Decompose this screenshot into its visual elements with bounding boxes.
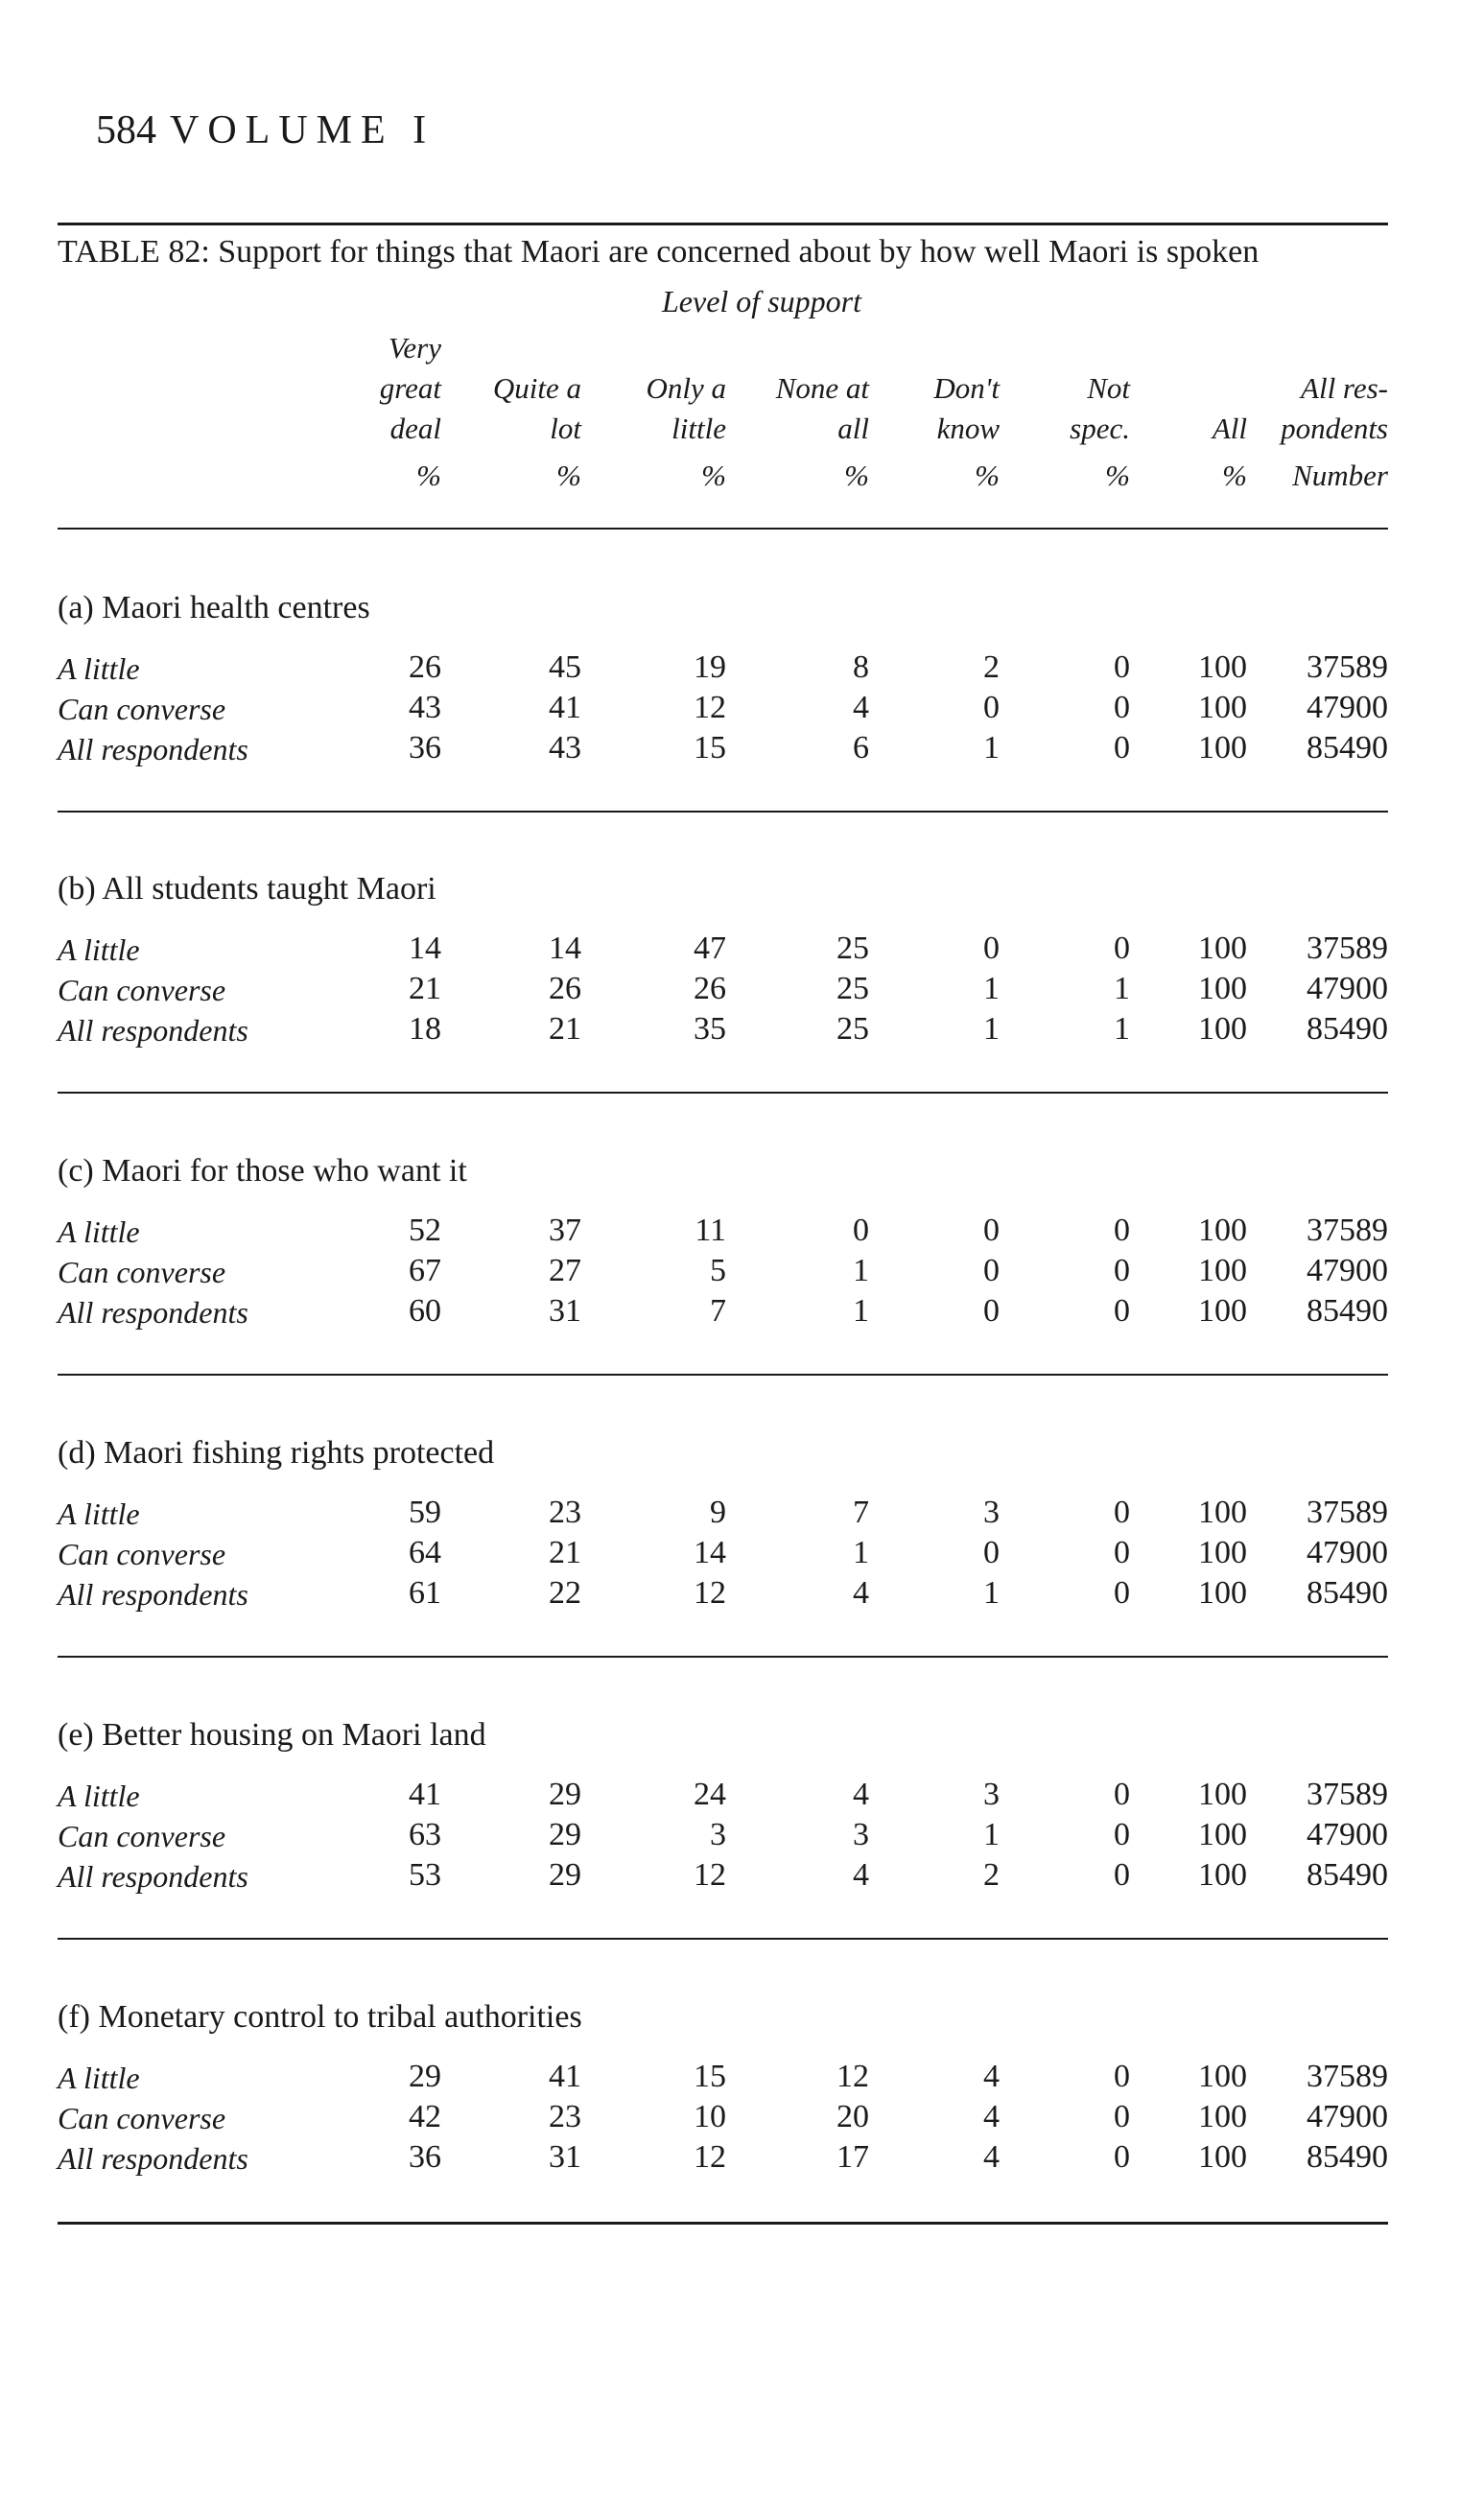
table-cell: 0 — [1114, 1857, 1130, 1893]
table-cell: 2 — [983, 1857, 1000, 1893]
row-label: All respondents — [58, 1577, 248, 1612]
table-cell: 19 — [694, 649, 726, 685]
column-header-line: deal — [389, 412, 441, 445]
table-cell: 4 — [983, 2099, 1000, 2134]
table-cell: 0 — [1114, 730, 1130, 766]
table-cell: 29 — [409, 2059, 441, 2094]
table-cell: 4 — [983, 2139, 1000, 2175]
table-cell: 0 — [1114, 1495, 1130, 1530]
table-cell: 21 — [409, 971, 441, 1006]
table-cell: 47900 — [1307, 2099, 1388, 2134]
table-cell: 4 — [853, 1777, 869, 1812]
table-cell: 29 — [549, 1857, 581, 1893]
table-cell: 25 — [836, 931, 869, 966]
table-cell: 100 — [1198, 1293, 1247, 1329]
table-cell: 0 — [983, 1535, 1000, 1570]
table-cell: 26 — [409, 649, 441, 685]
table-cell: 25 — [836, 1011, 869, 1047]
table-cell: 1 — [853, 1253, 869, 1288]
row-label: A little — [58, 1779, 140, 1813]
table-cell: 1 — [1114, 971, 1130, 1006]
table-cell: 37589 — [1307, 1495, 1388, 1530]
column-header-line: lot — [550, 412, 581, 445]
table-cell: 100 — [1198, 1213, 1247, 1248]
table-cell: 0 — [1114, 1293, 1130, 1329]
column-unit: % — [416, 459, 441, 492]
table-cell: 100 — [1198, 931, 1247, 966]
table-cell: 100 — [1198, 1817, 1247, 1852]
table-cell: 100 — [1198, 1777, 1247, 1812]
table-cell: 0 — [1114, 1777, 1130, 1812]
table-cell: 42 — [409, 2099, 441, 2134]
level-of-support-label: Level of support — [662, 284, 861, 318]
column-header-line: pondents — [1281, 412, 1388, 445]
column-header-8 — [1235, 368, 1388, 449]
row-label: All respondents — [58, 1295, 248, 1330]
table-cell: 1 — [983, 971, 1000, 1006]
page-number: 584 — [96, 108, 156, 153]
column-header-line: All res- — [1301, 371, 1388, 405]
section-rule — [58, 1656, 1388, 1658]
table-cell: 20 — [836, 2099, 869, 2134]
table-cell: 9 — [710, 1495, 726, 1530]
row-label: A little — [58, 1496, 140, 1531]
table-cell: 4 — [853, 690, 869, 725]
table-cell: 100 — [1198, 649, 1247, 685]
table-cell: 25 — [836, 971, 869, 1006]
table-cell: 8 — [853, 649, 869, 685]
table-cell: 15 — [694, 730, 726, 766]
row-label: Can converse — [58, 2101, 226, 2135]
table-cell: 27 — [549, 1253, 581, 1288]
table-cell: 47 — [694, 931, 726, 966]
table-cell: 21 — [549, 1011, 581, 1047]
table-cell: 14 — [694, 1535, 726, 1570]
header-rule — [58, 528, 1388, 530]
table-cell: 0 — [983, 690, 1000, 725]
table-cell: 0 — [983, 1253, 1000, 1288]
section-rule — [58, 1374, 1388, 1376]
table-cell: 3 — [983, 1777, 1000, 1812]
table-cell: 0 — [1114, 649, 1130, 685]
section-title: (f) Monetary control to tribal authorities — [58, 1999, 582, 2035]
table-cell: 17 — [836, 2139, 869, 2175]
table-cell: 26 — [694, 971, 726, 1006]
row-label: Can converse — [58, 973, 226, 1007]
table-cell: 37589 — [1307, 1213, 1388, 1248]
row-label: Can converse — [58, 1819, 226, 1853]
column-header-1 — [288, 328, 441, 449]
table-cell: 85490 — [1307, 2139, 1388, 2175]
table-cell: 0 — [1114, 2059, 1130, 2094]
table-cell: 0 — [1114, 1575, 1130, 1611]
table-cell: 53 — [409, 1857, 441, 1893]
column-header-7 — [1094, 409, 1247, 449]
table-cell: 43 — [549, 730, 581, 766]
table-cell: 0 — [983, 1293, 1000, 1329]
table-caption: TABLE 82: Support for things that Maori are concerned about by how well Maori is spoken — [58, 234, 1260, 270]
table-cell: 3 — [853, 1817, 869, 1852]
row-label: All respondents — [58, 732, 248, 766]
table-cell: 12 — [836, 2059, 869, 2094]
column-header-line: all — [837, 412, 869, 445]
table-cell: 47900 — [1307, 971, 1388, 1006]
table-cell: 100 — [1198, 2099, 1247, 2134]
table-cell: 0 — [1114, 2139, 1130, 2175]
table-cell: 100 — [1198, 1253, 1247, 1288]
table-cell: 37589 — [1307, 2059, 1388, 2094]
table-cell: 45 — [549, 649, 581, 685]
table-cell: 11 — [695, 1213, 726, 1248]
table-cell: 29 — [549, 1817, 581, 1852]
table-cell: 67 — [409, 1253, 441, 1288]
table-cell: 12 — [694, 1575, 726, 1611]
table-cell: 52 — [409, 1213, 441, 1248]
table-cell: 4 — [853, 1575, 869, 1611]
table-cell: 47900 — [1307, 1535, 1388, 1570]
table-cell: 61 — [409, 1575, 441, 1611]
column-header-line: Not — [1087, 371, 1130, 405]
row-label: All respondents — [58, 1859, 248, 1894]
section-rule — [58, 2222, 1388, 2225]
table-cell: 36 — [409, 2139, 441, 2175]
table-cell: 14 — [409, 931, 441, 966]
table-cell: 85490 — [1307, 1011, 1388, 1047]
table-cell: 3 — [983, 1495, 1000, 1530]
table-cell: 37589 — [1307, 1777, 1388, 1812]
table-cell: 36 — [409, 730, 441, 766]
table-cell: 0 — [853, 1213, 869, 1248]
table-cell: 100 — [1198, 1011, 1247, 1047]
table-cell: 41 — [549, 2059, 581, 2094]
table-cell: 3 — [710, 1817, 726, 1852]
page-header — [96, 107, 435, 153]
column-unit: % — [701, 459, 726, 492]
section-rule — [58, 1938, 1388, 1940]
row-label: Can converse — [58, 692, 226, 726]
table-cell: 10 — [694, 2099, 726, 2134]
table-cell: 7 — [710, 1293, 726, 1329]
table-cell: 4 — [983, 2059, 1000, 2094]
row-label: A little — [58, 932, 140, 967]
table-cell: 41 — [409, 1777, 441, 1812]
table-cell: 21 — [549, 1535, 581, 1570]
table-cell: 15 — [694, 2059, 726, 2094]
column-unit: Number — [1292, 459, 1388, 492]
table-cell: 100 — [1198, 2059, 1247, 2094]
table-cell: 63 — [409, 1817, 441, 1852]
table-cell: 0 — [983, 931, 1000, 966]
table-cell: 43 — [409, 690, 441, 725]
table-cell: 0 — [1114, 1213, 1130, 1248]
table-cell: 37589 — [1307, 931, 1388, 966]
table-cell: 0 — [1114, 1253, 1130, 1288]
row-label: A little — [58, 2061, 140, 2095]
table-cell: 85490 — [1307, 1293, 1388, 1329]
table-cell: 100 — [1198, 690, 1247, 725]
table-cell: 14 — [549, 931, 581, 966]
column-header-line: Very — [388, 331, 441, 365]
table-cell: 29 — [549, 1777, 581, 1812]
section-title: (e) Better housing on Maori land — [58, 1717, 486, 1753]
table-cell: 12 — [694, 2139, 726, 2175]
row-label: All respondents — [58, 1013, 248, 1048]
table-cell: 60 — [409, 1293, 441, 1329]
section-title: (b) All students taught Maori — [58, 871, 436, 907]
column-header-3 — [573, 368, 726, 449]
column-unit: % — [844, 459, 869, 492]
column-header-line: Only a — [646, 371, 726, 405]
column-unit: % — [1222, 459, 1247, 492]
table-cell: 47900 — [1307, 690, 1388, 725]
table-cell: 0 — [1114, 1535, 1130, 1570]
table-cell: 31 — [549, 2139, 581, 2175]
table-cell: 1 — [853, 1293, 869, 1329]
column-header-line: Don't — [933, 371, 1000, 405]
table-cell: 59 — [409, 1495, 441, 1530]
table-cell: 41 — [549, 690, 581, 725]
top-rule — [58, 223, 1388, 225]
table-cell: 1 — [983, 1011, 1000, 1047]
table-cell: 24 — [694, 1777, 726, 1812]
table-cell: 100 — [1198, 1495, 1247, 1530]
column-unit: % — [556, 459, 581, 492]
table-cell: 0 — [1114, 690, 1130, 725]
table-cell: 1 — [983, 1817, 1000, 1852]
table-cell: 47900 — [1307, 1253, 1388, 1288]
table-cell: 26 — [549, 971, 581, 1006]
table-cell: 31 — [549, 1293, 581, 1329]
table-cell: 6 — [853, 730, 869, 766]
table-cell: 4 — [853, 1857, 869, 1893]
table-cell: 22 — [549, 1575, 581, 1611]
column-unit: % — [1105, 459, 1130, 492]
column-header-line: great — [379, 371, 441, 405]
section-title: (d) Maori fishing rights protected — [58, 1435, 495, 1471]
table-cell: 1 — [983, 730, 1000, 766]
table-cell: 37 — [549, 1213, 581, 1248]
table-cell: 18 — [409, 1011, 441, 1047]
section-rule — [58, 811, 1388, 813]
column-header-line: None at — [775, 371, 869, 405]
table-cell: 47900 — [1307, 1817, 1388, 1852]
column-unit: % — [975, 459, 1000, 492]
table-cell: 100 — [1198, 1575, 1247, 1611]
table-cell: 1 — [983, 1575, 1000, 1611]
table-cell: 100 — [1198, 730, 1247, 766]
table-cell: 12 — [694, 690, 726, 725]
table-cell: 85490 — [1307, 1857, 1388, 1893]
row-label: A little — [58, 651, 140, 686]
table-cell: 0 — [1114, 2099, 1130, 2134]
table-cell: 1 — [853, 1535, 869, 1570]
column-header-line: know — [936, 412, 1000, 445]
table-cell: 5 — [710, 1253, 726, 1288]
row-label: Can converse — [58, 1255, 226, 1289]
table-cell: 85490 — [1307, 730, 1388, 766]
row-label: All respondents — [58, 2141, 248, 2176]
table-cell: 0 — [983, 1213, 1000, 1248]
table-cell: 100 — [1198, 971, 1247, 1006]
table-cell: 12 — [694, 1857, 726, 1893]
column-header-2 — [428, 368, 581, 449]
table-cell: 35 — [694, 1011, 726, 1047]
table-cell: 2 — [983, 649, 1000, 685]
row-label: Can converse — [58, 1537, 226, 1571]
table-cell: 100 — [1198, 1857, 1247, 1893]
section-title: (c) Maori for those who want it — [58, 1153, 467, 1189]
table-cell: 23 — [549, 1495, 581, 1530]
column-header-line: Quite a — [492, 371, 581, 405]
table-cell: 85490 — [1307, 1575, 1388, 1611]
section-title: (a) Maori health centres — [58, 590, 370, 625]
table-cell: 0 — [1114, 931, 1130, 966]
table-cell: 37589 — [1307, 649, 1388, 685]
column-header-line: little — [671, 412, 726, 445]
table-cell: 23 — [549, 2099, 581, 2134]
table-cell: 100 — [1198, 2139, 1247, 2175]
volume-label: VOLUME I — [170, 108, 436, 153]
section-rule — [58, 1092, 1388, 1094]
row-label: A little — [58, 1214, 140, 1249]
table-cell: 64 — [409, 1535, 441, 1570]
table-cell: 0 — [1114, 1817, 1130, 1852]
column-header-line: spec. — [1070, 412, 1130, 445]
column-header-line: All — [1212, 412, 1247, 445]
table-cell: 1 — [1114, 1011, 1130, 1047]
table-cell: 100 — [1198, 1535, 1247, 1570]
table-cell: 7 — [853, 1495, 869, 1530]
